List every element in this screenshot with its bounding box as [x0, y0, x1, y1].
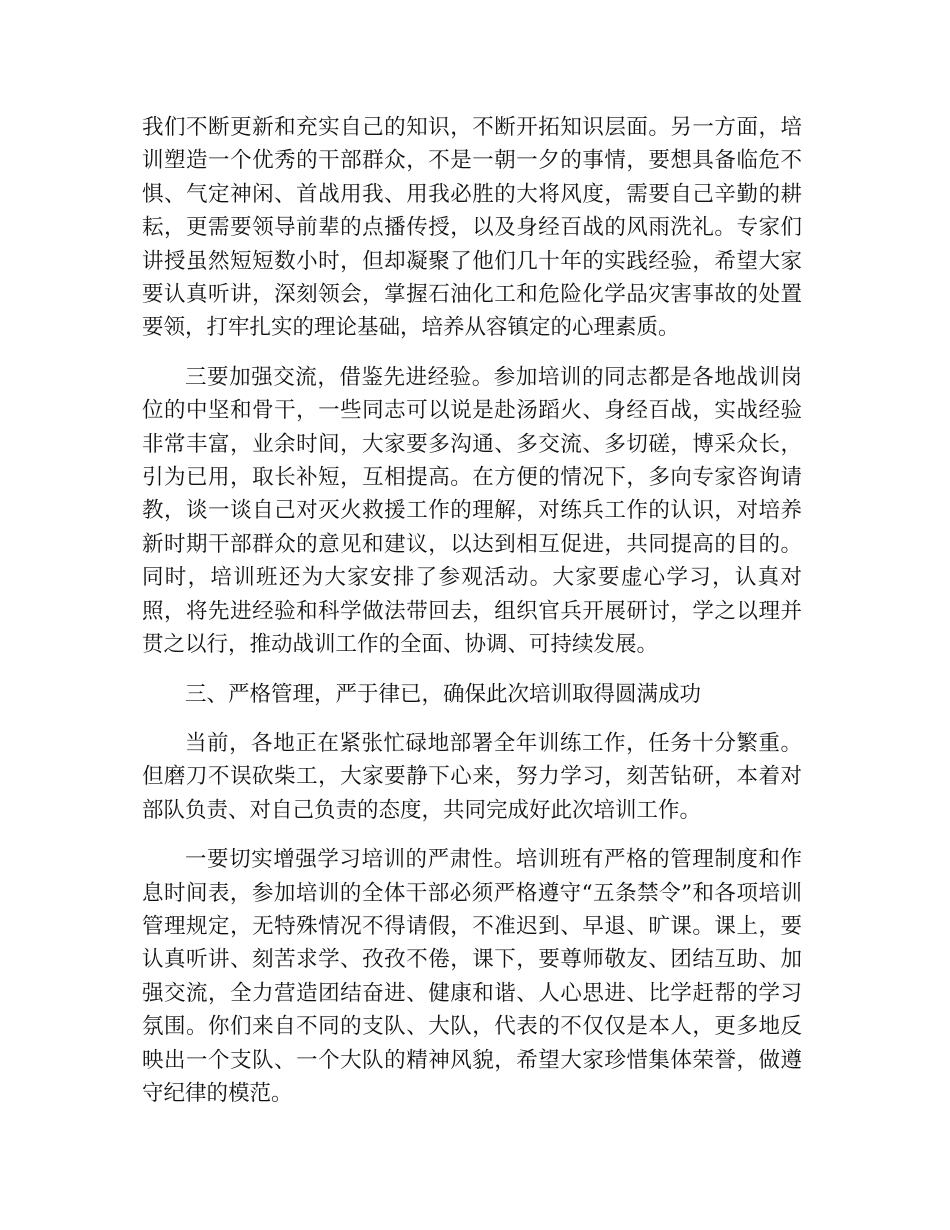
paragraph-current-situation: 当前，各地正在紧张忙碌地部署全年训练工作，任务十分繁重。但磨刀不误砍柴工，大家要静下心来，努力学习，刻苦钻研，本着对部队负责、对自己负责的态度，共同完成好此次培训工作。 [142, 730, 802, 823]
section-heading: 三、严格管理，严于律已，确保此次培训取得圆满成功 [185, 681, 702, 707]
paragraph-continuation: 我们不断更新和充实自己的知识，不断开拓知识层面。另一方面，培训塑造一个优秀的干部群众，不是一朝一夕的事情，要想具备临危不惧、气定神闲、首战用我、用我必胜的大将风度，需要自己辛勤的耕耘，更需要领导前辈的点播传授，以及身经百战的风雨洗礼。专家们讲授虽然短短数小时，但却凝聚了他们几十年的实践经验，希望大家要认真听讲，深刻领会，掌握石油化工和危险化学品灾害事故的处置要领，打牢扎实的理论基础，培养从容镇定的心理素质。 [142, 115, 802, 341]
paragraph-discipline: 一要切实增强学习培训的严肃性。培训班有严格的管理制度和作息时间表，参加培训的全体干部必须严格遵守“五条禁令”和各项培训管理规定，无特殊情况不得请假，不准迟到、早退、旷课。课上，要认真听讲、刻苦求学、孜孜不倦，课下，要尊师敬友、团结互助、加强交流，全力营造团结奋进、健康和谐、人心思进、比学赶帮的学习氛围。你们来自不同的支队、大队，代表的不仅仅是本人，更多地反映出一个支队、一个大队的精神风貌，希望大家珍惜集体荣誉，做遵守纪律的模范。 [142, 847, 802, 1106]
paragraph-exchange: 三要加强交流，借鉴先进经验。参加培训的同志都是各地战训岗位的中坚和骨干，一些同志可以说是赴汤蹈火、身经百战，实战经验非常丰富，业余时间，大家要多沟通、多交流、多切磋，博采众长，引为已用，取长补短，互相提高。在方便的情况下，多向专家咨询请教，谈一谈自己对灭火救援工作的理解，对练兵工作的认识，对培养新时期干部群众的意见和建议，以达到相互促进，共同提高的目的。同时，培训班还为大家安排了参观活动。大家要虚心学习，认真对照，将先进经验和科学做法带回去，组织官兵开展研讨，学之以理并贯之以行，推动战训工作的全面、协调、可持续发展。 [142, 364, 802, 658]
document-page [142, 111, 802, 1126]
